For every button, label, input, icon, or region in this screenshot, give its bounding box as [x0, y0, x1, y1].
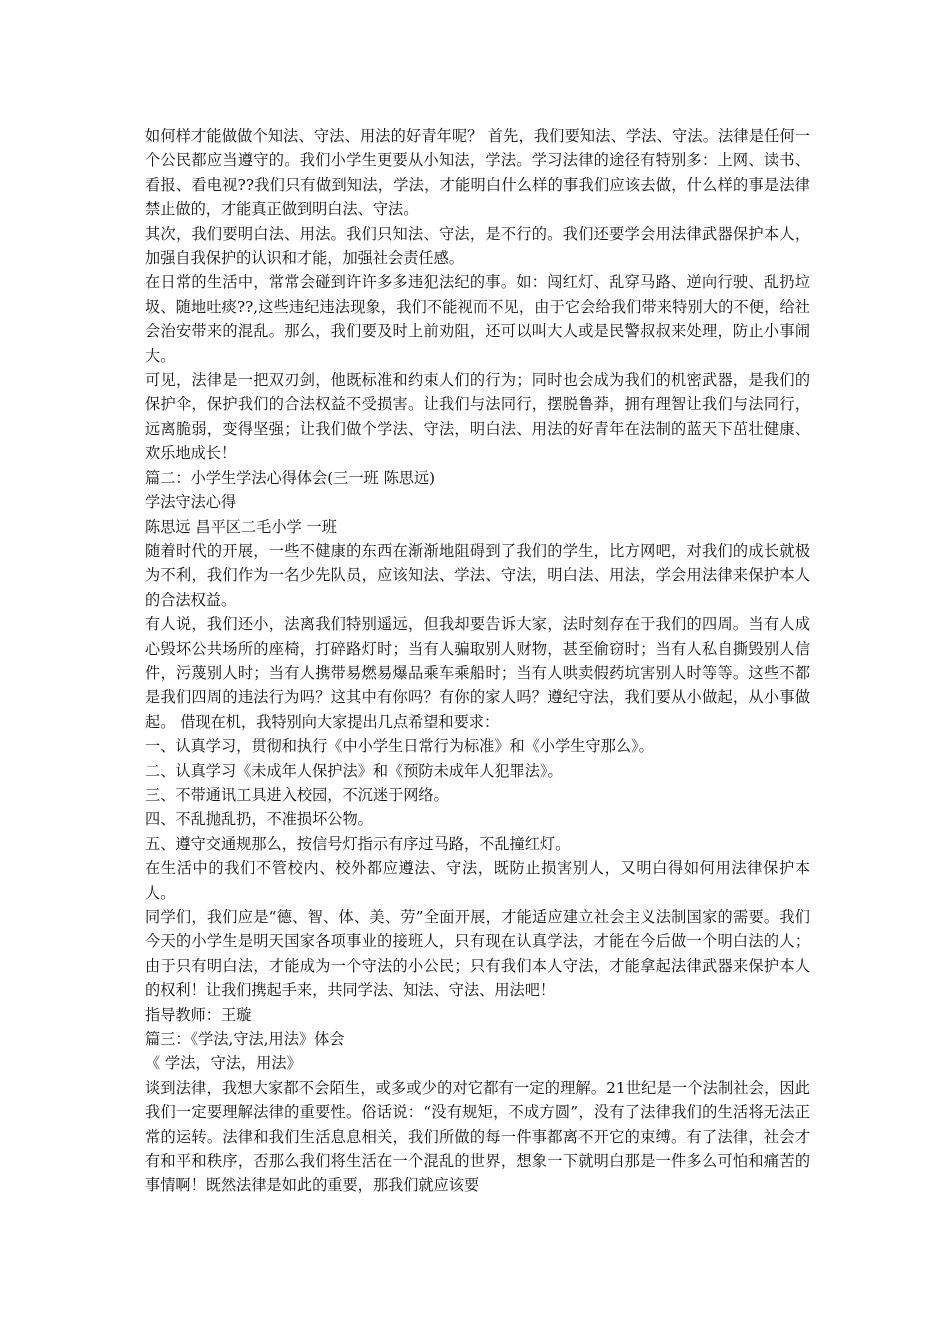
paragraph: 有人说，我们还小，法离我们特别遥远，但我却要告诉大家，法时刻存在于我们的四周。当有人成心毁坏公共场所的座椅，打碎路灯时；当有人骗取别人财物，甚至偷窃时；当有人私自撕毁别人信件，污蔑别人时；当有人携带易燃易爆品乘车乘船时；当有人哄卖假药坑害别人时等等。这些不都是我们四周的违法行为吗？这其中有你吗？有你的家人吗？遵纪守法，我们要从小做起，从小事做起。 借现在机，我特别向大家提出几点希望和要求： — [145, 615, 810, 731]
document-body — [145, 124, 810, 1198]
section-heading: 篇三：《学法,守法,用法》体会 — [145, 1030, 345, 1049]
paragraph: 谈到法律，我想大家都不会陌生，或多或少的对它都有一定的理解。21世纪是一个法制社会，因此我们一定要理解法律的重要性。俗话说：“没有规矩，不成方圆”，没有了法律我们的生活将无法正常的运转。法律和我们生活息息相关，我们所做的每一件事都离不开它的束缚。有了法律，社会才有和平和秩序，否那么我们将生活在一个混乱的世界，想象一下就明白那是一件多么可怕和痛苦的事情啊！既然法律是如此的重要，那我们就应该要 — [145, 1078, 810, 1195]
list-item: 一、认真学习，贯彻和执行《中小学生日常行为标准》和《小学生守那么》。 — [145, 737, 654, 756]
list-item: 五、遵守交通规那么，按信号灯指示有序过马路，不乱撞红灯。 — [145, 834, 571, 853]
paragraph: 其次，我们要明白法、用法。我们只知法、守法，是不行的。我们还要学会用法律武器保护本人，加强自我保护的认识和才能，加强社会责任感。 — [145, 224, 810, 268]
section-heading: 篇二：小学生学法心得体会(三一班 陈思远) — [145, 468, 436, 487]
paragraph: 如何样才能做做个知法、守法、用法的好青年呢？ 首先，我们要知法、学法、守法。法律是任何一个公民都应当遵守的。我们小学生更要从小知法，学法。学习法律的途径有特别多：上网、读书、看报、看电视??我们只有做到知法，学法，才能明白什么样的事我们应该去做，什么样的事是法律禁止做的，才能真正做到明白法、守法。 — [145, 127, 810, 219]
teacher-line: 指导教师：王璇 — [145, 1005, 252, 1024]
list-item: 三、不带通讯工具进入校园，不沉迷于网络。 — [145, 785, 449, 804]
paragraph: 同学们，我们应是“德、智、体、美、劳”全面开展，才能适应建立社会主义法制国家的需要。我们今天的小学生是明天国家各项事业的接班人，只有现在认真学法，才能在今后做一个明白法的人；由于只有明白法，才能成为一个守法的小公民；只有我们本人守法，才能拿起法律武器来保护本人的权利！让我们携起手来，共同学法、知法、守法、用法吧！ — [145, 908, 810, 1000]
paragraph: 在日常的生活中，常常会碰到许许多多违犯法纪的事。如：闯红灯、乱穿马路、逆向行驶、乱扔垃圾、随地吐痰??,这些违纪违法现象，我们不能视而不见，由于它会给我们带来特别大的不便，给社会治安带来的混乱。那么，我们要及时上前劝阻，还可以叫大人或是民警叔叔来处理，防止小事闹大。 — [145, 273, 810, 365]
author-line: 陈思远 昌平区二毛小学 一班 — [145, 517, 337, 536]
article-title: 学法守法心得 — [145, 493, 237, 512]
paragraph: 可见，法律是一把双刃剑，他既标准和约束人们的行为；同时也会成为我们的机密武器，是我们的保护伞，保护我们的合法权益不受损害。让我们与法同行，摆脱鲁莽，拥有理智让我们与法同行，远离脆弱，变得坚强；让我们做个学法、守法，明白法、用法的好青年在法制的蓝天下茁壮健康、欢乐地成长！ — [145, 371, 810, 463]
article-title: 《 学法，守法，用法》 — [145, 1054, 302, 1073]
list-item: 四、不乱抛乱扔，不准损坏公物。 — [145, 810, 373, 829]
paragraph: 随着时代的开展，一些不健康的东西在渐渐地阻碍到了我们的学生，比方网吧，对我们的成长就极为不利，我们作为一名少先队员，应该知法、学法、守法，明白法、用法，学会用法律来保护本人的合法权益。 — [145, 541, 810, 609]
paragraph: 在生活中的我们不管校内、校外都应遵法、守法，既防止损害别人，又明白得如何用法律保护本人。 — [145, 859, 810, 902]
list-item: 二、认真学习《未成年人保护法》和《预防未成年人犯罪法》。 — [145, 761, 563, 780]
